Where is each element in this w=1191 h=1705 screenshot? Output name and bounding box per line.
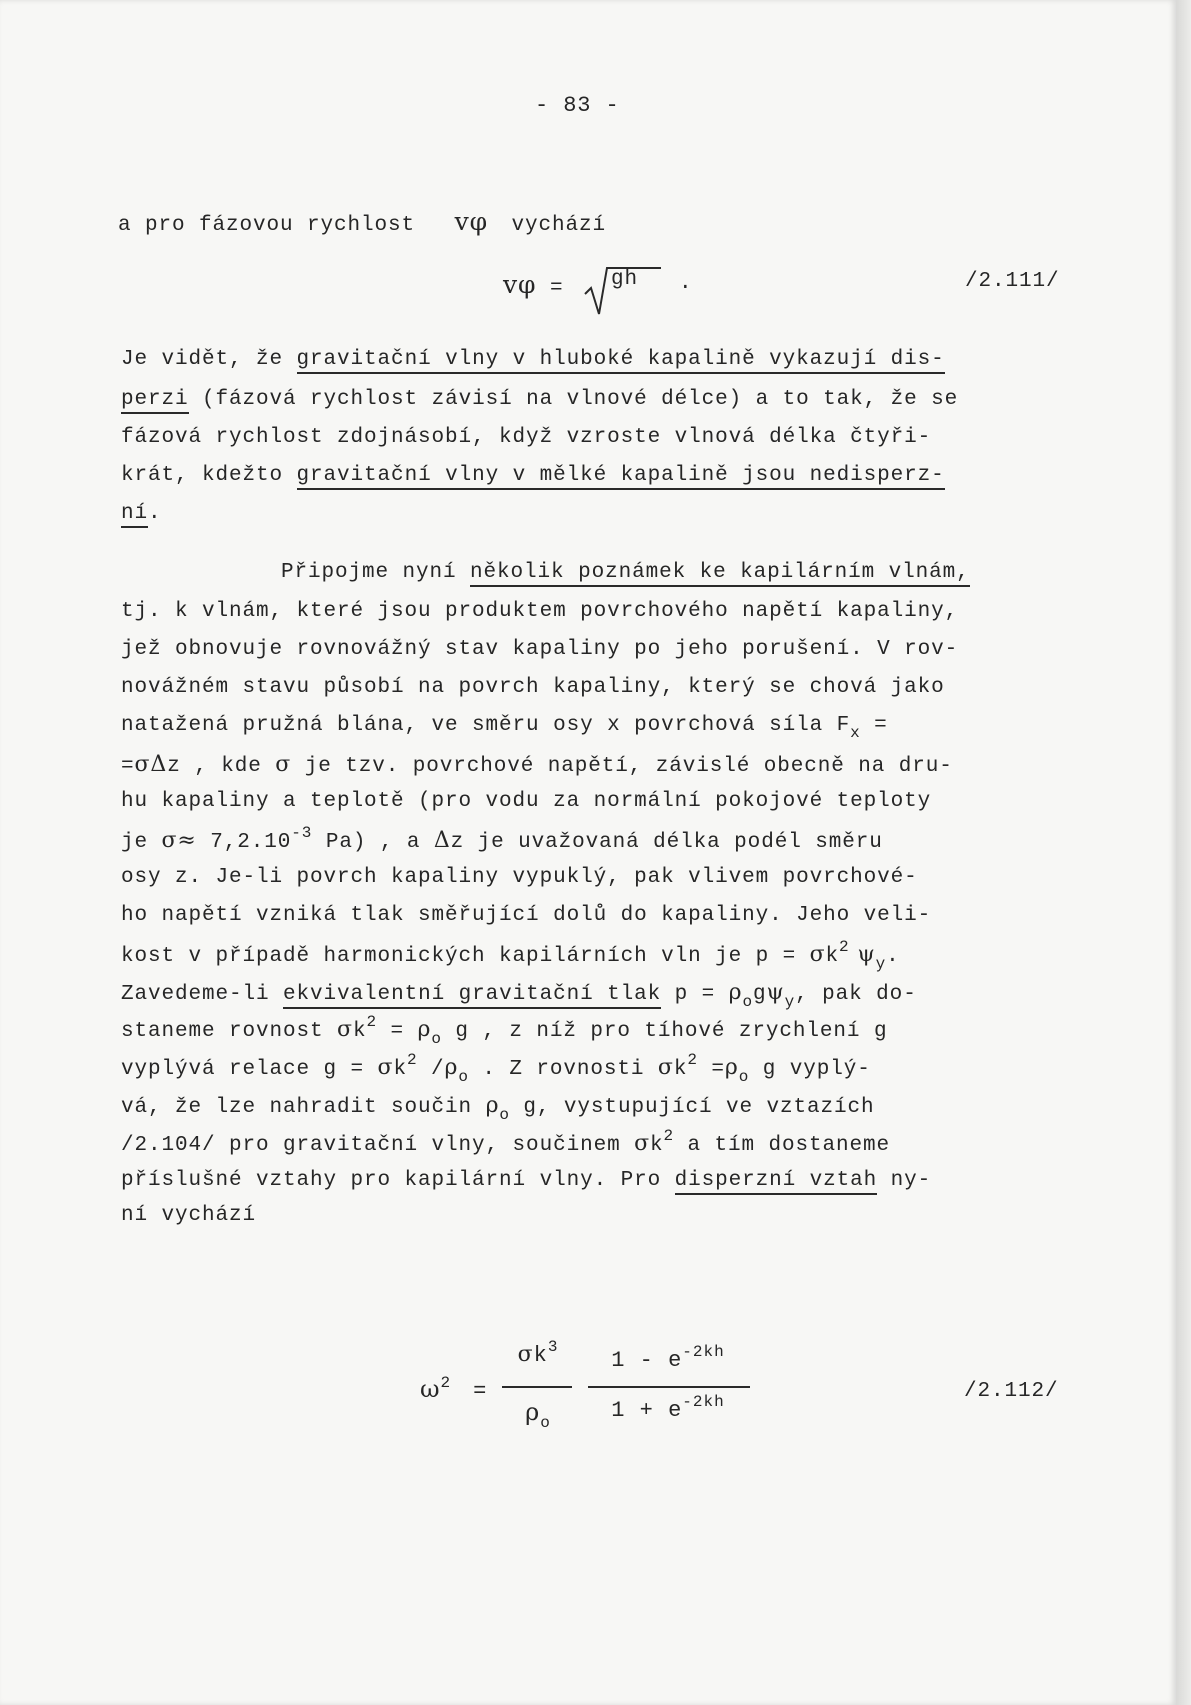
para2-line-4: novážném stavu působí na povrch kapaliny, který se chová jako	[121, 676, 945, 699]
eq-2-111-vphi: vφ	[503, 270, 537, 299]
eq-2-112-equals: =	[473, 1379, 488, 1404]
intro-line	[118, 207, 606, 237]
sigma-approx-symbol: σ≈	[161, 828, 197, 853]
sigma-symbol: σ	[634, 1131, 650, 1156]
rho-symbol: ρ	[417, 1017, 432, 1042]
eq-2-112-lhs	[420, 1375, 487, 1404]
para2-text: Připojme nyní	[281, 561, 457, 584]
para2-line-14	[121, 1051, 871, 1086]
underlined-phrase: gravitační vlny v mělké kapalině jsou nedisperz-	[297, 464, 945, 490]
para2-text: vyplývá relace g =	[121, 1058, 378, 1081]
para2-text: je tzv. povrchové napětí, závislé obecně na dru-	[291, 755, 953, 778]
eq-2-111-dot: .	[679, 272, 693, 295]
superscript: -3	[291, 824, 313, 842]
rho-symbol: ρ	[525, 1398, 541, 1426]
underlined-phrase: několik poznámek ke kapilárním vlnám,	[470, 561, 970, 587]
omega-symbol: ω	[420, 1375, 441, 1403]
sigma-symbol: σ	[809, 942, 826, 967]
subscript: y	[784, 993, 796, 1011]
para2-text: g vyplý-	[749, 1058, 871, 1081]
subscript: o	[540, 1414, 551, 1432]
para2-line-10: ho napětí vzniká tlak směřující dolů do kapaliny. Jeho veli-	[121, 904, 932, 927]
para2-text: z je uvažovaná délka podél směru	[450, 831, 883, 854]
sigma-symbol: σ	[517, 1342, 534, 1367]
eq-2-111-label: /2.111/	[965, 270, 1060, 293]
rho-symbol: ρ	[724, 1055, 739, 1080]
fraction-2-numerator	[588, 1343, 748, 1373]
para2-text: g, vystupující ve vztazích	[509, 1096, 875, 1119]
superscript: 2	[406, 1051, 418, 1069]
rho-symbol: ρ	[728, 980, 743, 1005]
para2-text: k	[673, 1058, 688, 1081]
para2-text: =	[121, 755, 135, 778]
psi-symbol: ψ	[766, 980, 785, 1005]
para1-text: (fázová rychlost závisí na vlnové délce) a to tak, že se	[202, 388, 959, 411]
eq-text: 1 - e	[611, 1348, 683, 1373]
eq-text: k	[533, 1343, 548, 1368]
para2-line-11	[121, 938, 900, 973]
sigma-symbol: σ	[275, 752, 292, 777]
para2-text: je	[121, 831, 162, 854]
para2-line-8	[121, 824, 883, 854]
para1-text: Je vidět, že	[121, 348, 284, 371]
page-edge	[1176, 0, 1191, 1705]
subscript: o	[738, 1068, 750, 1086]
para2-line-16	[121, 1127, 891, 1157]
para1-line-3: fázová rychlost zdojnásobí, když vzroste vlnová délka čtyři-	[121, 426, 932, 449]
para1-line-5	[121, 502, 162, 525]
fraction-1-denominator	[505, 1398, 571, 1432]
para2-text: Zavedeme-li	[121, 983, 270, 1006]
para2-text: =	[377, 1020, 418, 1043]
sigma-delta-symbol: σΔ	[134, 752, 168, 777]
underlined-phrase: disperzní vztah	[675, 1169, 878, 1195]
para2-line-15	[121, 1093, 875, 1124]
para2-text: k	[825, 945, 840, 968]
para2-text: .	[886, 945, 900, 968]
para2-text: k	[393, 1058, 407, 1081]
para1-line-2	[121, 388, 958, 411]
sigma-symbol: σ	[337, 1017, 353, 1042]
para2-text: =	[860, 714, 888, 737]
superscript: 2	[839, 938, 850, 956]
superscript: -2kh	[682, 1393, 725, 1411]
para2-text: /	[417, 1058, 445, 1081]
sigma-symbol: σ	[377, 1055, 394, 1080]
sigma-symbol: σ	[657, 1055, 674, 1080]
para2-text: /2.104/ pro gravitační vlny, součinem	[121, 1134, 635, 1157]
subscript: x	[850, 724, 861, 742]
superscript: 2	[663, 1127, 675, 1145]
para2-text: . Z rovnosti	[468, 1058, 658, 1081]
para2-line-17	[121, 1169, 931, 1192]
para2-text: 7,2.10	[196, 831, 292, 854]
para1-text: .	[148, 502, 162, 525]
subscript: o	[458, 1068, 469, 1086]
superscript: 3	[547, 1338, 559, 1356]
fraction-2-denominator	[588, 1393, 748, 1423]
para2-text: příslušné vztahy pro kapilární vlny. Pro	[121, 1169, 662, 1192]
eq-text: 1 + e	[611, 1398, 683, 1423]
para2-text: k	[650, 1134, 664, 1157]
para2-text: staneme rovnost	[121, 1020, 338, 1043]
underlined-phrase: ekvivalentní gravitační tlak	[283, 983, 661, 1009]
psi-symbol: ψ	[849, 942, 876, 967]
rho-symbol: ρ	[485, 1093, 500, 1118]
para2-line-1	[281, 561, 970, 584]
underlined-phrase: ní	[121, 502, 148, 528]
subscript: o	[431, 1030, 442, 1048]
para2-text: g , z níž pro tíhové zrychlení g	[441, 1020, 888, 1043]
para2-text: z , kde	[167, 755, 276, 778]
para2-text: Pa) , a	[312, 831, 434, 854]
subscript: o	[742, 993, 753, 1011]
intro-text: a pro fázovou rychlost	[118, 214, 416, 237]
underlined-phrase: gravitační vlny v hluboké kapalině vykazují dis-	[297, 348, 945, 374]
para2-text: vá, že lze nahradit součin	[121, 1096, 486, 1119]
superscript: 2	[366, 1013, 377, 1031]
subscript: y	[875, 955, 887, 973]
para2-text: kost v případě harmonických kapilárních vln je p =	[121, 945, 810, 968]
para2-text: , pak do-	[795, 983, 917, 1006]
fraction-1-numerator	[505, 1338, 571, 1368]
superscript: 2	[687, 1051, 698, 1069]
para1-line-4	[121, 464, 945, 487]
eq-2-112-label: /2.112/	[964, 1380, 1059, 1403]
para2-text: k	[352, 1020, 367, 1043]
para2-text: a tím dostaneme	[674, 1134, 891, 1157]
rho-symbol: ρ	[444, 1055, 459, 1080]
eq-2-111-radicand: gh	[611, 268, 639, 291]
page-number: - 83 -	[535, 93, 620, 118]
para2-text: ny-	[877, 1169, 932, 1192]
fraction-1-bar	[502, 1386, 572, 1388]
para2-line-3: jež obnovuje rovnovážný stav kapaliny po jeho porušení. V rov-	[121, 638, 959, 661]
para2-line-9: osy z. Je-li povrch kapaliny vypuklý, pak vlivem povrchové-	[121, 866, 918, 889]
para2-text: p =	[661, 983, 729, 1006]
eq-2-111-lhs	[503, 270, 563, 300]
eq-2-111-equals: =	[549, 277, 564, 300]
underlined-phrase: perzi	[121, 388, 189, 414]
v-phi-symbol: vφ	[454, 207, 488, 236]
delta-symbol: Δ	[433, 828, 451, 853]
para2-text: g	[752, 983, 767, 1006]
subscript: o	[499, 1106, 510, 1124]
para2-text: natažená pružná blána, ve směru osy x povrchová síla F	[121, 714, 851, 737]
para2-line-12	[121, 980, 917, 1011]
para1-line-1	[121, 348, 945, 371]
superscript: -2kh	[682, 1343, 725, 1361]
para2-line-18: ní vychází	[121, 1204, 257, 1227]
intro-verb: vychází	[511, 214, 607, 237]
para2-line-5	[121, 714, 888, 742]
para2-line-13	[121, 1013, 888, 1048]
para1-text: krát, kdežto	[121, 464, 284, 487]
para2-line-7: hu kapaliny a teplotě (pro vodu za normální pokojové teploty	[121, 790, 932, 813]
para2-line-2: tj. k vlnám, které jsou produktem povrchového napětí kapaliny,	[121, 600, 959, 623]
para2-line-6	[121, 752, 953, 778]
fraction-2-bar	[588, 1386, 750, 1388]
para2-text: =	[697, 1058, 725, 1081]
superscript: 2	[440, 1374, 451, 1392]
